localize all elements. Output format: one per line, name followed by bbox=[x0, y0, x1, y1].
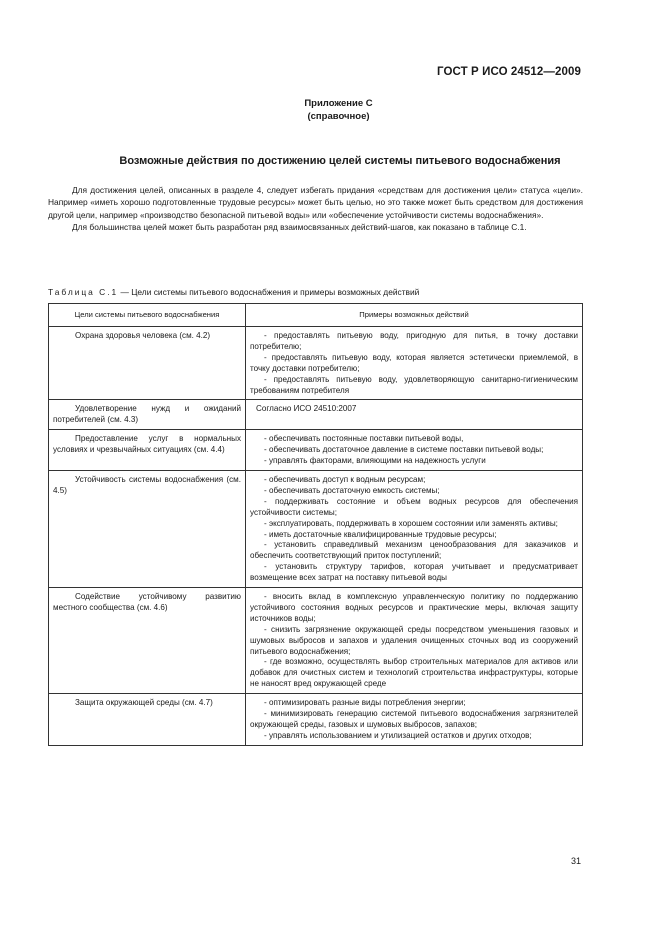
table-row bbox=[49, 694, 583, 746]
action-item: - обеспечивать доступ к водным ресурсам; bbox=[264, 474, 426, 484]
annex-status: (справочное) bbox=[307, 111, 370, 122]
table-row bbox=[49, 430, 583, 471]
table-caption bbox=[48, 287, 419, 297]
table-caption-text: — Цели системы питьевого водоснабжения и примеры возможных действий bbox=[118, 287, 420, 297]
table-row bbox=[49, 327, 583, 400]
table-row bbox=[49, 588, 583, 694]
intro-paragraph: Для достижения целей, описанных в разделе 4, следует избегать придания «средствам для достижения цели» статуса «цели». Например «иметь хорошо подготовленные трудовые ресурсы» может быть целью, но это также может быть средством для достижения другой цели, например «производство безопасной питьевой воды» или «обеспечение устойчивости системы водоснабжения». bbox=[48, 185, 583, 220]
action-item: - эксплуатировать, поддерживать в хорошем состоянии или заменять активы; bbox=[264, 518, 558, 528]
action-item: - управлять использованием и утилизацией остатков и других отходов; bbox=[264, 730, 532, 740]
actions-cell bbox=[246, 430, 583, 471]
actions-cell bbox=[246, 694, 583, 746]
action-item: - предоставлять питьевую воду, удовлетворяющую санитарно-гигиеническим требованиям потребителя bbox=[250, 374, 578, 395]
action-item: - снизить загрязнение окружающей среды посредством уменьшения газовых и шумовых выбросов и запахов и удаления очищенных сточных вод из сооружений питьевого водоснабжения; bbox=[250, 624, 578, 656]
goal-text: Охрана здоровья человека (см. 4.2) bbox=[75, 331, 211, 340]
header-goals: Цели системы питьевого водоснабжения bbox=[49, 304, 246, 327]
table-row bbox=[49, 400, 583, 430]
goal-text: Защита окружающей среды (см. 4.7) bbox=[75, 698, 213, 708]
action-item: - предоставлять питьевую воду, пригодную для питья, в точку доставки потребителю; bbox=[250, 331, 578, 351]
goal-text: Содействие устойчивому развитию местного сообщества (см. 4.6) bbox=[53, 592, 241, 612]
standard-code: ГОСТ Р ИСО 24512—2009 bbox=[436, 66, 581, 78]
action-item: - где возможно, осуществлять выбор строительных материалов для активов или добавок для очистных систем и технологий строительства инфраструктуры, которые не наносят вред окружающей среде bbox=[250, 657, 578, 689]
table-caption-label: Таблица С.1 bbox=[48, 287, 119, 297]
page-number: 31 bbox=[570, 856, 581, 866]
action-item: - минимизировать генерацию системой питьевого водоснабжения загрязнителей окружающей среды, газовых и шумовых выбросов, запахов; bbox=[250, 709, 578, 729]
goal-cell bbox=[49, 588, 246, 694]
action-item: - установить структуру тарифов, которая учитывает и предусматривает возмещение всех затрат на поставку питьевой воды bbox=[250, 562, 578, 583]
action-item: - оптимизировать разные виды потребления энергии; bbox=[264, 698, 466, 708]
goal-cell bbox=[49, 430, 246, 471]
intro-text bbox=[48, 184, 583, 234]
action-item: - предоставлять питьевую воду, которая является эстетически приемлемой, в точку доставки потребителю; bbox=[250, 352, 578, 373]
actions-cell bbox=[246, 470, 583, 587]
goal-text: Предоставление услуг в нормальных условиях и чрезвычайных ситуациях (см. 4.4) bbox=[53, 434, 241, 455]
table-row bbox=[49, 470, 583, 587]
goal-text: Удовлетворение нужд и ожиданий потребителей (см. 4.3) bbox=[53, 404, 241, 425]
intro-paragraph: Для большинства целей может быть разработан ряд взаимосвязанных действий-шагов, как показано в таблице С.1. bbox=[72, 222, 527, 233]
actions-cell bbox=[246, 588, 583, 694]
goal-cell bbox=[49, 400, 246, 430]
goal-cell bbox=[49, 694, 246, 746]
annex-title: Приложение С bbox=[304, 98, 373, 109]
reference-text: Согласно ИСО 24510:2007 bbox=[256, 404, 357, 414]
action-item: - иметь достаточные квалифицированные трудовые ресурсы; bbox=[264, 529, 497, 539]
action-item: - вносить вклад в комплексную управленческую политику по поддержанию устойчивого состояния водных ресурсов и практические меры, включая защиту источников воды; bbox=[250, 592, 578, 623]
table-header-row bbox=[49, 304, 583, 327]
actions-cell bbox=[246, 327, 583, 400]
goals-table bbox=[48, 303, 583, 746]
action-item: - обеспечивать достаточное давление в системе поставки питьевой воды; bbox=[264, 445, 544, 455]
annex-heading bbox=[0, 97, 661, 123]
goal-text: Устойчивость системы водоснабжения (см. 4.5) bbox=[53, 474, 241, 495]
goal-cell bbox=[49, 327, 246, 400]
action-item: - обеспечивать достаточную емкость системы; bbox=[264, 485, 440, 495]
action-item: - установить справедливый механизм ценообразования для заказчиков и обеспечить соответствующий приток поступлений; bbox=[250, 540, 578, 561]
action-item: - поддерживать состояние и объем водных ресурсов для обеспечения устойчивости системы; bbox=[250, 496, 578, 517]
header-actions: Примеры возможных действий bbox=[246, 304, 583, 327]
goal-cell bbox=[49, 470, 246, 587]
action-item: - управлять факторами, влияющими на надежность услуги bbox=[264, 456, 486, 466]
actions-cell bbox=[246, 400, 583, 430]
action-item: - обеспечивать постоянные поставки питьевой воды, bbox=[264, 434, 464, 444]
section-title: Возможные действия по достижению целей системы питьевого водоснабжения bbox=[119, 155, 561, 167]
